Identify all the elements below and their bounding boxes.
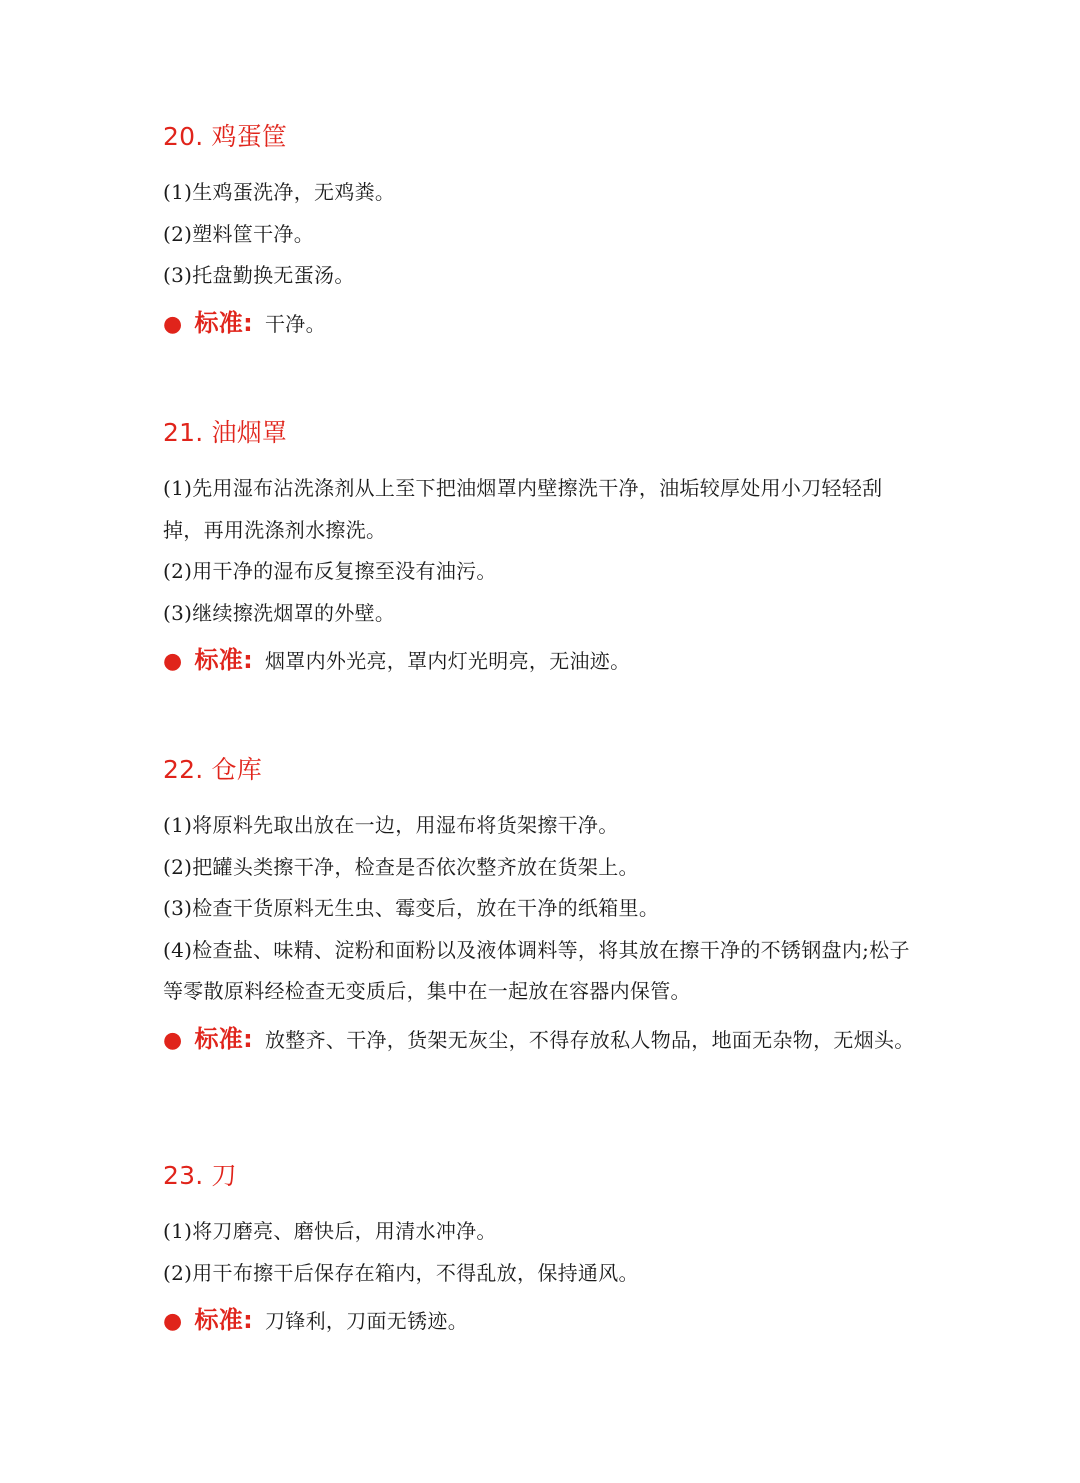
bullet-dot-icon: ●: [163, 649, 183, 674]
standard-line: [163, 303, 923, 346]
list-item: (1)将原料先取出放在一边，用湿布将货架擦干净。: [163, 813, 619, 837]
section-title: 22. 仓库: [163, 755, 262, 784]
list-item: (3)继续擦洗烟罩的外壁。: [163, 600, 396, 625]
list-item: (2)用干净的湿布反复擦至没有油污。: [163, 559, 497, 583]
item-list: [163, 468, 923, 634]
standard-line: [163, 640, 923, 683]
list-item: (3)托盘勤换无蛋汤。: [163, 263, 355, 287]
item-list: [163, 1211, 923, 1294]
standard-label: 标准:: [194, 1024, 253, 1053]
standard-label: 标准:: [194, 308, 253, 337]
item-list: [163, 172, 923, 297]
section-title: 20. 鸡蛋筐: [163, 122, 288, 151]
section-range-hood: [163, 417, 923, 683]
list-item: (2)用干布擦干后保存在箱内，不得乱放，保持通风。: [163, 1260, 639, 1285]
standard-text: 放整齐、干净，货架无灰尘，不得存放私人物品，地面无杂物，无烟头。: [265, 1027, 915, 1052]
list-item: (1)先用湿布沾洗涤剂从上至下把油烟罩内壁擦洗干净，油垢较厚处用小刀轻轻刮掉，再用洗涤剂水擦洗。: [163, 476, 883, 542]
list-item: (4)检查盐、味精、淀粉和面粉以及液体调料等，将其放在擦干净的不锈钢盘内;松子等零散原料经检查无变质后，集中在一起放在容器内保管。: [163, 937, 910, 1003]
standard-line: [163, 1019, 923, 1062]
list-item: (3)检查干货原料无生虫、霉变后，放在干净的纸箱里。: [163, 896, 660, 920]
section-egg-basket: [163, 121, 923, 345]
section-knife: [163, 1160, 923, 1343]
section-title: 21. 油烟罩: [163, 418, 288, 447]
bullet-dot-icon: ●: [163, 1309, 183, 1334]
list-item: (1)将刀磨亮、磨快后，用清水冲净。: [163, 1219, 497, 1243]
bullet-dot-icon: ●: [163, 311, 183, 337]
standard-line: [163, 1300, 923, 1343]
section-title: 23. 刀: [163, 1161, 237, 1190]
standard-text: 干净。: [265, 311, 326, 336]
standard-text: 烟罩内外光亮，罩内灯光明亮，无油迹。: [265, 649, 631, 673]
list-item: (1)生鸡蛋洗净，无鸡粪。: [163, 180, 396, 204]
section-warehouse: [163, 754, 923, 1061]
standard-label: 标准:: [194, 646, 253, 674]
list-item: (2)把罐头类擦干净，检查是否依次整齐放在货架上。: [163, 854, 639, 879]
bullet-dot-icon: ●: [163, 1027, 183, 1053]
standard-text: 刀锋利，刀面无锈迹。: [265, 1309, 468, 1333]
standard-label: 标准:: [194, 1306, 253, 1334]
item-list: [163, 805, 923, 1013]
list-item: (2)塑料筐干净。: [163, 221, 315, 246]
